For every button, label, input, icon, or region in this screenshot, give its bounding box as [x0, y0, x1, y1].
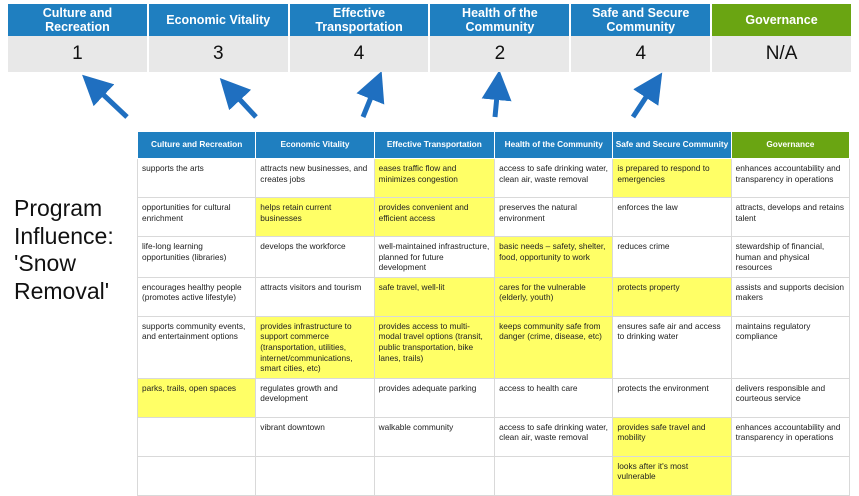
- matrix-col-header-0: Culture and Recreation: [138, 132, 256, 159]
- matrix-cell-r6-c1: vibrant downtown: [256, 417, 374, 456]
- matrix-col-header-3: Health of the Community: [495, 132, 613, 159]
- matrix-cell-r5-c5: delivers responsible and courteous service: [731, 378, 849, 417]
- matrix-cell-r0-c1: attracts new businesses, and creates jobs: [256, 159, 374, 198]
- matrix-cell-r0-c3: access to safe drinking water, clean air, waste removal: [495, 159, 613, 198]
- matrix-cell-r4-c3: keeps community safe from danger (crime, disease, etc): [495, 316, 613, 378]
- matrix-cell-r2-c2: well-maintained infrastructure, planned for future development: [374, 237, 494, 278]
- matrix-cell-r5-c2: provides adequate parking: [374, 378, 494, 417]
- matrix-cell-r7-c5: [731, 456, 849, 495]
- matrix-cell-r1-c0: opportunities for cultural enrichment: [138, 198, 256, 237]
- arrow-health-community: [495, 85, 498, 117]
- arrow-safe-secure-community: [633, 85, 654, 117]
- matrix-cell-r2-c3: basic needs – safety, shelter, food, opportunity to work: [495, 237, 613, 278]
- matrix-cell-r2-c0: life-long learning opportunities (libraries): [138, 237, 256, 278]
- priority-header-3: Health of the Community: [430, 4, 571, 36]
- page-title: [14, 195, 134, 305]
- matrix-cell-r6-c3: access to safe drinking water, clean air, waste removal: [495, 417, 613, 456]
- priority-score-1: 3: [149, 36, 290, 72]
- matrix-cell-r0-c0: supports the arts: [138, 159, 256, 198]
- priority-score-4: 4: [571, 36, 712, 72]
- matrix-cell-r1-c3: preserves the natural environment: [495, 198, 613, 237]
- matrix-header-row: [138, 132, 850, 159]
- table-row: [138, 159, 850, 198]
- priority-score-row: [8, 36, 851, 72]
- matrix-cell-r4-c4: ensures safe air and access to drinking water: [613, 316, 731, 378]
- matrix-cell-r5-c3: access to health care: [495, 378, 613, 417]
- arrow-effective-transportation: [363, 85, 376, 117]
- priority-score-3: 2: [430, 36, 571, 72]
- matrix-cell-r3-c1: attracts visitors and tourism: [256, 277, 374, 316]
- matrix-cell-r7-c3: [495, 456, 613, 495]
- matrix-cell-r3-c5: assists and supports decision makers: [731, 277, 849, 316]
- matrix-cell-r4-c5: maintains regulatory compliance: [731, 316, 849, 378]
- matrix-body: [138, 159, 850, 496]
- matrix-cell-r2-c5: stewardship of financial, human and physical resources: [731, 237, 849, 278]
- matrix-col-header-5: Governance: [731, 132, 849, 159]
- matrix-cell-r7-c1: [256, 456, 374, 495]
- table-row: [138, 316, 850, 378]
- arrow-economic-vitality: [230, 89, 256, 117]
- table-row: [138, 237, 850, 278]
- matrix-cell-r6-c2: walkable community: [374, 417, 494, 456]
- caption-line-4: Removal': [14, 277, 110, 304]
- matrix-cell-r3-c0: encourages healthy people (promotes active lifestyle): [138, 277, 256, 316]
- matrix-cell-r4-c0: supports community events, and entertainment options: [138, 316, 256, 378]
- influence-arrows-group: [0, 72, 859, 132]
- matrix-cell-r7-c2: [374, 456, 494, 495]
- matrix-cell-r6-c5: enhances accountability and transparency in operations: [731, 417, 849, 456]
- matrix-cell-r1-c5: attracts, develops and retains talent: [731, 198, 849, 237]
- matrix-cell-r2-c4: reduces crime: [613, 237, 731, 278]
- matrix-cell-r5-c0: parks, trails, open spaces: [138, 378, 256, 417]
- matrix-cell-r1-c1: helps retain current businesses: [256, 198, 374, 237]
- matrix-cell-r3-c4: protects property: [613, 277, 731, 316]
- matrix-cell-r5-c4: protects the environment: [613, 378, 731, 417]
- matrix-cell-r5-c1: regulates growth and development: [256, 378, 374, 417]
- caption-line-2: Influence:: [14, 222, 114, 249]
- priority-score-5: N/A: [765, 43, 798, 64]
- table-row: [138, 198, 850, 237]
- priority-header-4: Safe and Secure Community: [571, 4, 712, 36]
- priority-definitions-table: [137, 131, 850, 496]
- matrix-cell-r4-c2: provides access to multi-modal travel options (transit, public transportation, bike lanes, trails): [374, 316, 494, 378]
- caption-line-3: 'Snow: [14, 250, 76, 277]
- matrix-col-header-2: Effective Transportation: [374, 132, 494, 159]
- matrix-cell-r0-c4: is prepared to respond to emergencies: [613, 159, 731, 198]
- priority-header-1: Economic Vitality: [149, 4, 290, 36]
- matrix-cell-r2-c1: develops the workforce: [256, 237, 374, 278]
- matrix-cell-r1-c4: enforces the law: [613, 198, 731, 237]
- table-row: [138, 378, 850, 417]
- priority-score-2: 4: [290, 36, 431, 72]
- matrix-col-header-1: Economic Vitality: [256, 132, 374, 159]
- matrix-cell-r6-c0: [138, 417, 256, 456]
- table-row: [138, 417, 850, 456]
- priority-score-0: 1: [8, 36, 149, 72]
- matrix-cell-r1-c2: provides convenient and efficient access: [374, 198, 494, 237]
- priority-header-0: Culture and Recreation: [8, 4, 149, 36]
- matrix-cell-r3-c2: safe travel, well-lit: [374, 277, 494, 316]
- table-row: [138, 277, 850, 316]
- matrix-cell-r0-c2: eases traffic flow and minimizes congestion: [374, 159, 494, 198]
- table-row: [138, 456, 850, 495]
- caption-line-1: Program: [14, 195, 103, 221]
- matrix-cell-r3-c3: cares for the vulnerable (elderly, youth): [495, 277, 613, 316]
- matrix-col-header-4: Safe and Secure Community: [613, 132, 731, 159]
- table-header-row: [138, 132, 850, 159]
- matrix-cell-r0-c5: enhances accountability and transparency in operations: [731, 159, 849, 198]
- arrow-culture-recreation: [93, 85, 127, 117]
- matrix-cell-r6-c4: provides safe travel and mobility: [613, 417, 731, 456]
- matrix-cell-r7-c4: looks after it's most vulnerable: [613, 456, 731, 495]
- priority-header-2: Effective Transportation: [290, 4, 431, 36]
- matrix-cell-r7-c0: [138, 456, 256, 495]
- matrix-cell-r4-c1: provides infrastructure to support commerce (transportation, utilities, internet/communications, smart cities, etc): [256, 316, 374, 378]
- priority-header-5: Governance: [712, 4, 851, 36]
- strategic-priorities-header: [8, 4, 851, 36]
